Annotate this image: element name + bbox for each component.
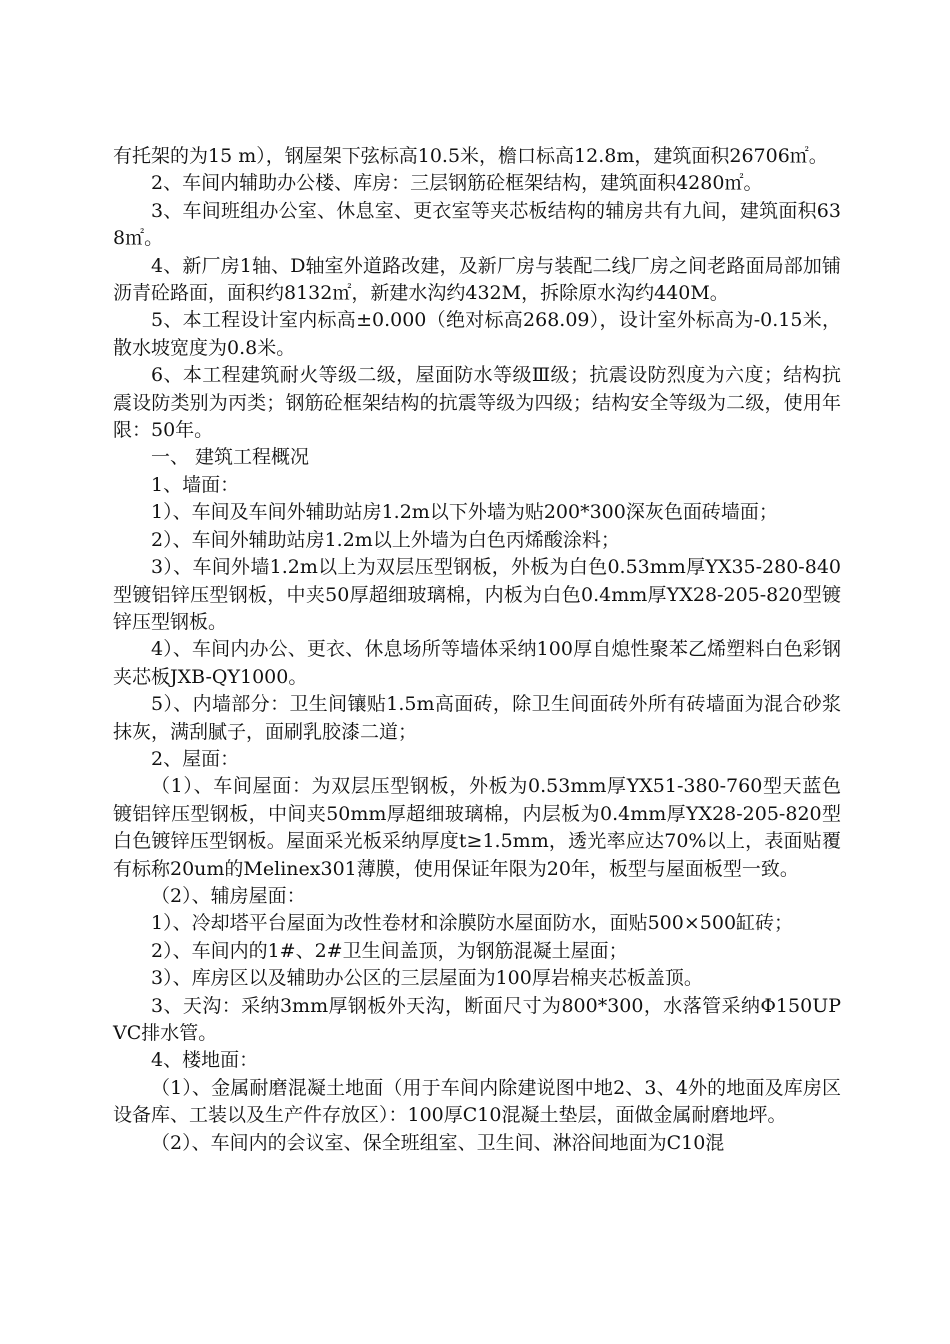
paragraph: 3、天沟：采纳3mm厚钢板外天沟，断面尺寸为800*300，水落管采纳Φ150UPVC排水管。: [113, 994, 841, 1044]
paragraph: 3）、车间外墙1.2m以上为双层压型钢板，外板为白色0.53mm厚YX35-280-840型镀铝锌压型钢板，中夹50厚超细玻璃棉，内板为白色0.4mm厚YX28-205-820型镀锌压型钢板。: [113, 556, 841, 633]
paragraph: 4）、车间内办公、更衣、休息场所等墙体采纳100厚自熄性聚苯乙烯塑料白色彩钢夹芯板JXB-QY1000。: [113, 638, 841, 688]
paragraph: 5、本工程设计室内标高±0.000（绝对标高268.09），设计室外标高为-0.15米，散水坡宽度为0.8米。: [113, 309, 841, 359]
paragraph: 1）、车间及车间外辅助站房1.2m以下外墙为贴200*300深灰色面砖墙面；: [151, 501, 778, 524]
paragraph: 1）、冷却塔平台屋面为改性卷材和涂膜防水屋面防水，面贴500×500缸砖；: [151, 912, 794, 935]
paragraph: 3）、库房区以及辅助办公区的三层屋面为100厚岩棉夹芯板盖顶。: [151, 967, 703, 990]
paragraph: 5）、内墙部分：卫生间镶贴1.5m高面砖，除卫生间面砖外所有砖墙面为混合砂浆抹灰，满刮腻子，面刷乳胶漆二道；: [113, 693, 841, 743]
paragraph: 2、车间内辅助办公楼、库房：三层钢筋砼框架结构，建筑面积4280㎡。: [151, 172, 763, 195]
paragraph: （2）、车间内的会议室、保全班组室、卫生间、淋浴间地面为C10混: [151, 1131, 725, 1154]
subsection-heading: 4、楼地面：: [151, 1049, 259, 1072]
paragraph: 2）、车间外辅助站房1.2m以上外墙为白色丙烯酸涂料；: [151, 528, 620, 551]
document-body: [113, 143, 841, 1157]
section-heading: 一、 建筑工程概况: [151, 446, 310, 469]
paragraph: （1）、车间屋面：为双层压型钢板，外板为0.53mm厚YX51-380-760型天蓝色镀铝锌压型钢板，中间夹50mm厚超细玻璃棉，内层板为0.4mm厚YX28-205-820型白色镀锌压型钢板。屋面采光板采纳厚度t≥1.5mm，透光率应达70%以上，表面贴覆有标称20um的Melinex301薄膜，使用保证年限为20年，板型与屋面板型一致。: [113, 775, 841, 880]
paragraph: 4、新厂房1轴、D轴室外道路改建，及新厂房与装配二线厂房之间老路面局部加铺沥青砼路面，面积约8132㎡，新建水沟约432M，拆除原水沟约440M。: [113, 254, 841, 305]
paragraph: 有托架的为15 m），钢屋架下弦标高10.5米，檐口标高12.8m，建筑面积26706㎡。: [113, 145, 828, 167]
subsection-heading: 2、屋面：: [151, 747, 240, 770]
subsection-heading: 1、墙面：: [151, 473, 240, 496]
paragraph: （1）、金属耐磨混凝土地面（用于车间内除建说图中地2、3、4外的地面及库房区设备库、工装以及生产件存放区）：100厚C10混凝土垫层，面做金属耐磨地坪。: [113, 1076, 841, 1127]
paragraph: 2）、车间内的1#、2#卫生间盖顶，为钢筋混凝土屋面；: [151, 939, 628, 962]
paragraph: 3、车间班组办公室、休息室、更衣室等夹芯板结构的辅房共有九间，建筑面积638㎡。: [113, 199, 841, 250]
paragraph: 6、本工程建筑耐火等级二级，屋面防水等级Ⅲ级；抗震设防烈度为六度；结构抗震设防类别为丙类；钢筋砼框架结构的抗震等级为四级；结构安全等级为二级，使用年限：50年。: [113, 364, 841, 442]
subsection-heading: （2）、辅房屋面：: [151, 884, 306, 907]
